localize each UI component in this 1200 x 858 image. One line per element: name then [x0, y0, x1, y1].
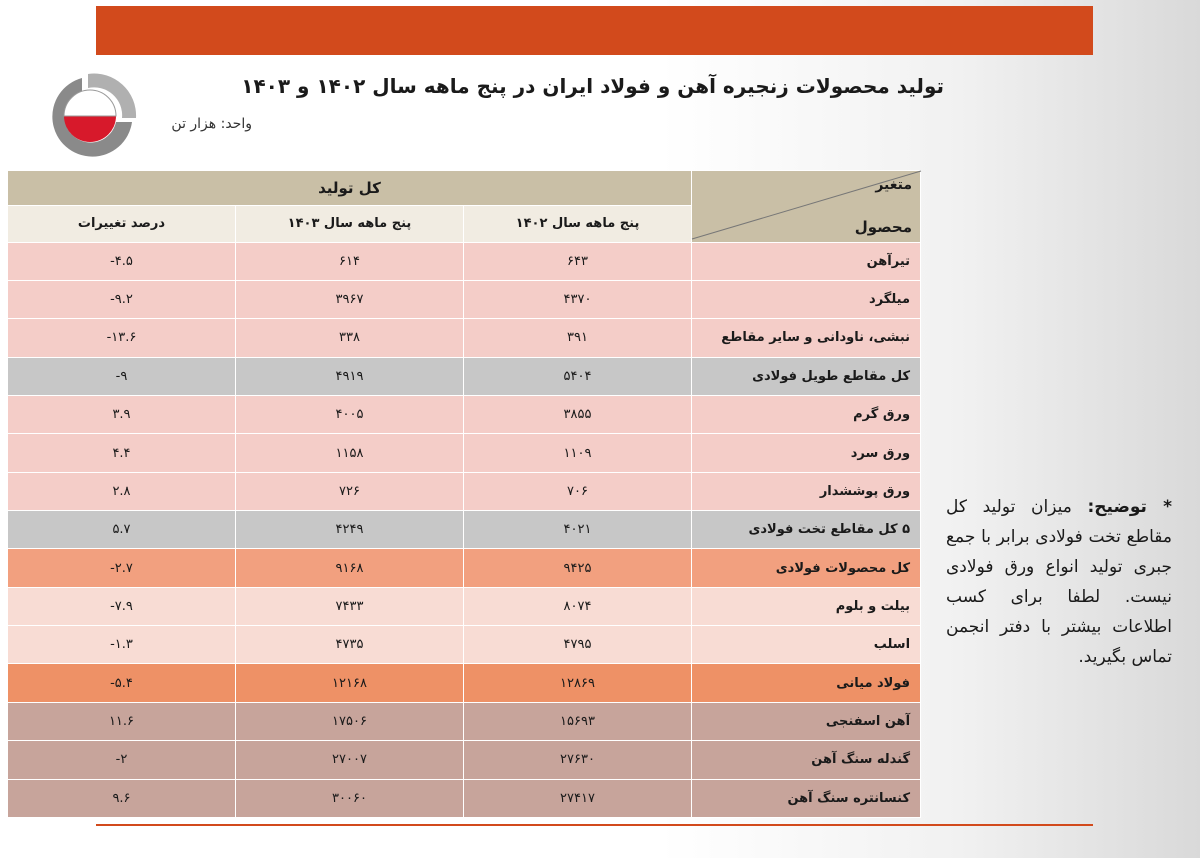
cell-1403: ۳۳۸ [236, 319, 464, 357]
cell-1402: ۲۷۶۳۰ [464, 741, 692, 779]
table-row [8, 434, 921, 472]
column-header-1402: پنج ماهه سال ۱۴۰۲ [464, 206, 692, 242]
cell-1403: ۹۱۶۸ [236, 549, 464, 587]
table-row [8, 549, 921, 587]
cell-product-name: کنسانتره سنگ آهن [692, 779, 921, 817]
table-row [8, 242, 921, 280]
table-row [8, 319, 921, 357]
cell-product-name: نبشی، ناودانی و سایر مقاطع [692, 319, 921, 357]
unit-label: واحد: هزار تن [171, 116, 252, 132]
cell-change: -۱.۳ [8, 626, 236, 664]
cell-change: -۴.۵ [8, 242, 236, 280]
cell-product-name: کل محصولات فولادی [692, 549, 921, 587]
production-table [7, 170, 921, 818]
cell-1402: ۴۳۷۰ [464, 280, 692, 318]
table-row [8, 779, 921, 817]
cell-1403: ۳۰۰۶۰ [236, 779, 464, 817]
cell-change: ۴.۴ [8, 434, 236, 472]
cell-1402: ۱۱۰۹ [464, 434, 692, 472]
cell-1403: ۴۰۰۵ [236, 395, 464, 433]
cell-1403: ۳۹۶۷ [236, 280, 464, 318]
note-label: * توضیح: [1087, 497, 1172, 517]
note-text: میزان تولید کل مقاطع تخت فولادی برابر با جمع جبری تولید انواع ورق فولادی نیست. لطفا برای کسب اطلاعات بیشتر با دفتر انجمن تماس بگیرید. [946, 497, 1172, 667]
cell-change: -۲.۷ [8, 549, 236, 587]
cell-product-name: فولاد میانی [692, 664, 921, 702]
cell-product-name: بیلت و بلوم [692, 587, 921, 625]
cell-change: -۹ [8, 357, 236, 395]
cell-1402: ۱۲۸۶۹ [464, 664, 692, 702]
cell-1403: ۴۹۱۹ [236, 357, 464, 395]
cell-change: -۵.۴ [8, 664, 236, 702]
cell-1402: ۴۰۲۱ [464, 511, 692, 549]
cell-1403: ۷۲۶ [236, 472, 464, 510]
cell-1403: ۶۱۴ [236, 242, 464, 280]
cell-product-name: ۵ کل مقاطع تخت فولادی [692, 511, 921, 549]
table-row [8, 357, 921, 395]
cell-product-name: ورق گرم [692, 395, 921, 433]
cell-product-name: ورق سرد [692, 434, 921, 472]
table-row [8, 741, 921, 779]
corner-label-variable: متغیر [875, 177, 913, 193]
cell-product-name: اسلب [692, 626, 921, 664]
cell-product-name: تیرآهن [692, 242, 921, 280]
corner-label-product: محصول [854, 217, 913, 236]
cell-change: ۲.۸ [8, 472, 236, 510]
cell-product-name: کل مقاطع طویل فولادی [692, 357, 921, 395]
cell-1403: ۱۷۵۰۶ [236, 702, 464, 740]
cell-product-name: میلگرد [692, 280, 921, 318]
cell-1402: ۷۰۶ [464, 472, 692, 510]
cell-1402: ۵۴۰۴ [464, 357, 692, 395]
cell-1403: ۱۲۱۶۸ [236, 664, 464, 702]
cell-change: ۱۱.۶ [8, 702, 236, 740]
table-row [8, 702, 921, 740]
page-title: تولید محصولات زنجیره آهن و فولاد ایران در پنج ماهه سال ۱۴۰۲ و ۱۴۰۳ [241, 74, 944, 98]
table-body [8, 242, 921, 817]
cell-1402: ۶۴۳ [464, 242, 692, 280]
cell-change: ۵.۷ [8, 511, 236, 549]
cell-1402: ۳۸۵۵ [464, 395, 692, 433]
cell-1402: ۲۷۴۱۷ [464, 779, 692, 817]
table-row [8, 587, 921, 625]
cell-change: -۲ [8, 741, 236, 779]
table-row [8, 472, 921, 510]
cell-1403: ۲۷۰۰۷ [236, 741, 464, 779]
table-row [8, 395, 921, 433]
cell-1402: ۴۷۹۵ [464, 626, 692, 664]
cell-product-name: گندله سنگ آهن [692, 741, 921, 779]
cell-1403: ۷۴۳۳ [236, 587, 464, 625]
column-header-change: درصد تغییرات [8, 206, 236, 242]
association-logo [36, 70, 146, 160]
column-header-1403: پنج ماهه سال ۱۴۰۳ [236, 206, 464, 242]
table-row [8, 664, 921, 702]
cell-product-name: ورق پوششدار [692, 472, 921, 510]
table-row [8, 280, 921, 318]
cell-1402: ۱۵۶۹۳ [464, 702, 692, 740]
cell-1402: ۸۰۷۴ [464, 587, 692, 625]
cell-change: ۹.۶ [8, 779, 236, 817]
cell-1403: ۴۷۳۵ [236, 626, 464, 664]
cell-1403: ۴۲۴۹ [236, 511, 464, 549]
cell-1402: ۹۴۲۵ [464, 549, 692, 587]
cell-1403: ۱۱۵۸ [236, 434, 464, 472]
explanation-note [946, 492, 1172, 742]
bottom-divider [96, 824, 1093, 826]
top-accent-bar [96, 6, 1093, 55]
table-row [8, 511, 921, 549]
table-corner-header [692, 171, 921, 243]
table-row [8, 626, 921, 664]
cell-change: ۳.۹ [8, 395, 236, 433]
cell-change: -۹.۲ [8, 280, 236, 318]
cell-change: -۷.۹ [8, 587, 236, 625]
group-header-total-production: کل تولید [8, 171, 692, 206]
cell-product-name: آهن اسفنجی [692, 702, 921, 740]
cell-1402: ۳۹۱ [464, 319, 692, 357]
cell-change: -۱۳.۶ [8, 319, 236, 357]
